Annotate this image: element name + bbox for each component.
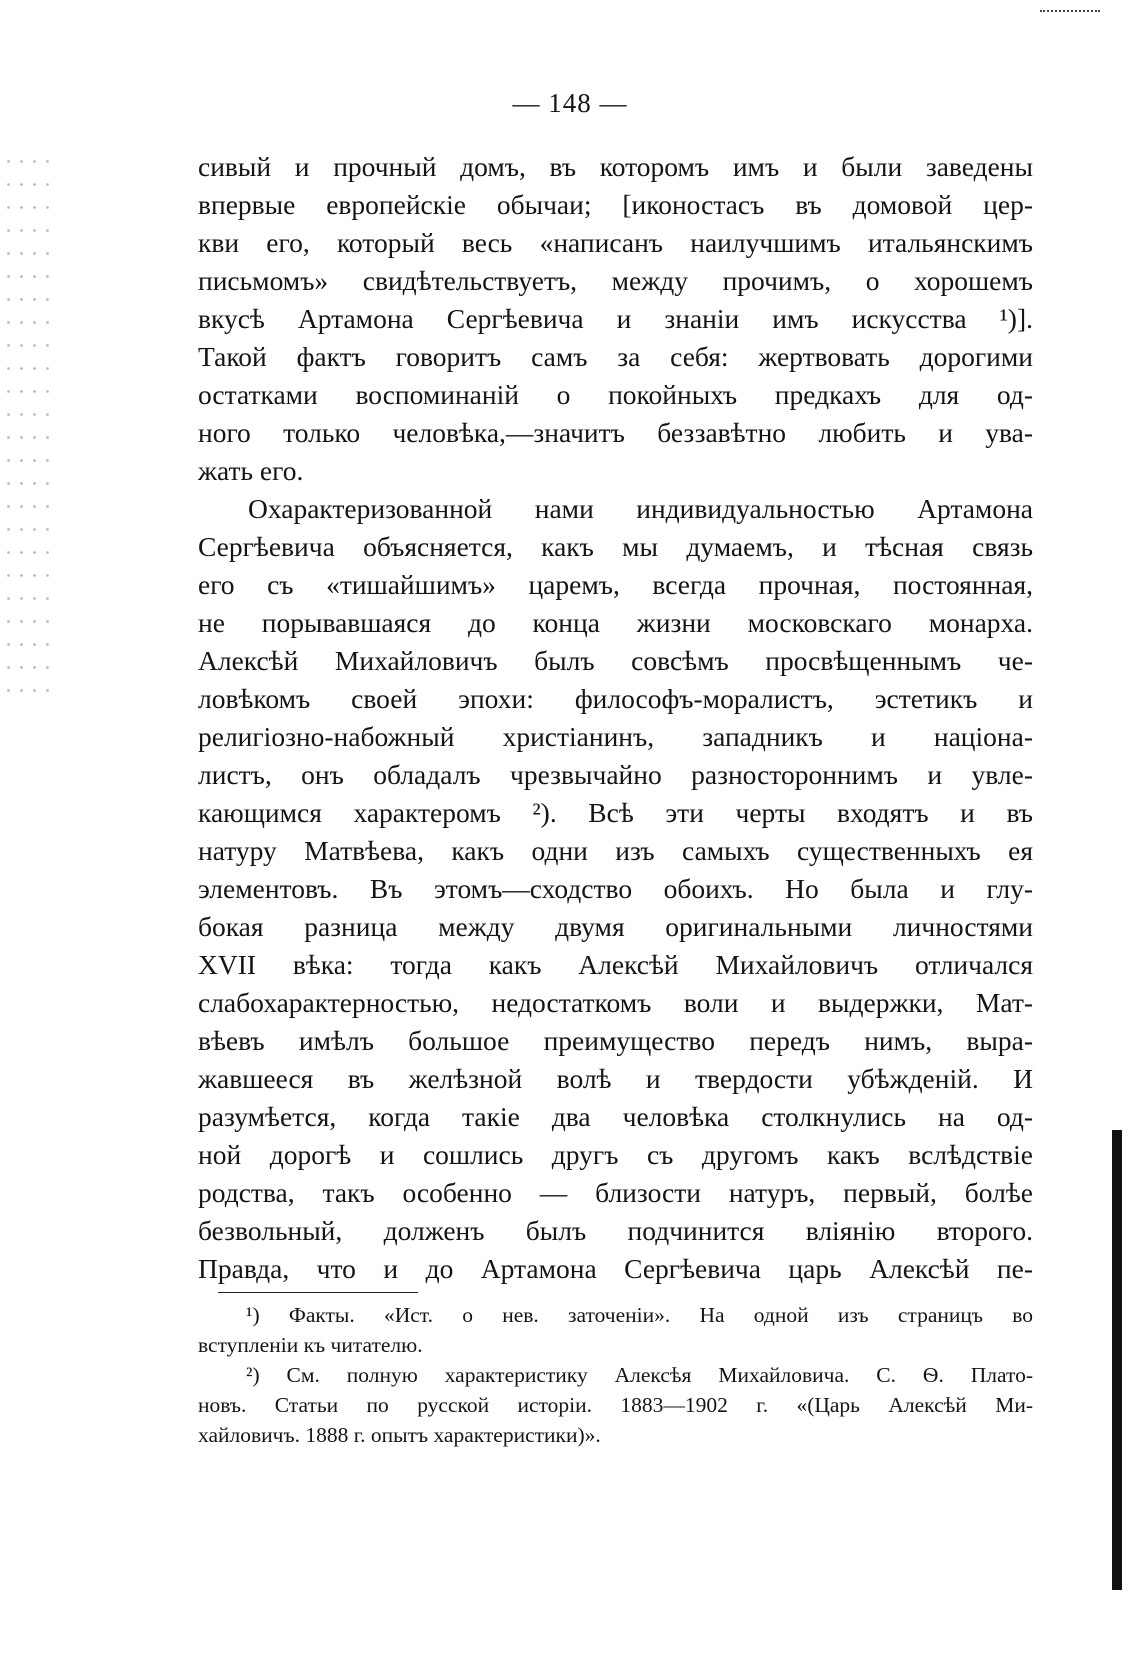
footnote-line: вступленіи къ читателю. bbox=[198, 1333, 423, 1357]
text-line: бокая разница между двумя оригинальными личностями bbox=[198, 911, 1033, 942]
text-line: его съ «тишайшимъ» царемъ, всегда прочная, постоянная, bbox=[198, 569, 1033, 600]
text-line: безвольный, долженъ былъ подчинится вліянію второго. bbox=[198, 1215, 1033, 1246]
text-line: сивый и прочный домъ, въ которомъ имъ и были заведены bbox=[198, 151, 1033, 182]
text-line: Алексѣй Михайловичъ былъ совсѣмъ просвѣщеннымъ че- bbox=[198, 645, 1033, 676]
footnotes bbox=[198, 1300, 1033, 1450]
footnote-line: ²) См. полную характеристику Алексѣя Михайловича. С. Ѳ. Плато- bbox=[246, 1363, 1033, 1387]
footnote-line: хайловичъ. 1888 г. опытъ характеристики)». bbox=[198, 1423, 601, 1447]
footnote-divider bbox=[218, 1292, 418, 1293]
scan-edge-shadow bbox=[1112, 1130, 1122, 1590]
text-line: Сергѣевича объясняется, какъ мы думаемъ, и тѣсная связь bbox=[198, 531, 1033, 562]
text-line: вкусѣ Артамона Сергѣевича и знаніи имъ искусства ¹)]. bbox=[198, 303, 1033, 334]
text-line: кающимся характеромъ ²). Всѣ эти черты входятъ и въ bbox=[198, 797, 1033, 828]
footnote-line: новъ. Статьи по русской исторіи. 1883—1902 г. «(Царь Алексѣй Ми- bbox=[198, 1393, 1033, 1417]
text-line: не порывавшаяся до конца жизни московскаго монарха. bbox=[198, 607, 1033, 638]
text-line: ной дорогѣ и сошлись другъ съ другомъ какъ вслѣдствіе bbox=[198, 1139, 1033, 1170]
text-line: ного только человѣка,—значитъ беззавѣтно любить и ува- bbox=[198, 417, 1033, 448]
text-line: жать его. bbox=[198, 455, 304, 486]
text-line: жавшееся въ желѣзной волѣ и твердости убѣжденій. И bbox=[198, 1063, 1033, 1094]
text-line: листъ, онъ обладалъ чрезвычайно разностороннимъ и увле- bbox=[198, 759, 1033, 790]
text-line: разумѣется, когда такіе два человѣка столкнулись на од- bbox=[198, 1101, 1033, 1132]
body-text bbox=[198, 148, 1033, 1288]
text-line: религіозно-набожный христіанинъ, западникъ и націона- bbox=[198, 721, 1033, 752]
text-line: Охарактеризованной нами индивидуальностью Артамона bbox=[248, 493, 1033, 524]
scan-specks bbox=[2, 150, 52, 710]
text-line: вѣевъ имѣлъ большое преимущество передъ нимъ, выра- bbox=[198, 1025, 1033, 1056]
text-line: слабохарактерностью, недостаткомъ воли и выдержки, Мат- bbox=[198, 987, 1033, 1018]
text-line: натуру Матвѣева, какъ одни изъ самыхъ существенныхъ ея bbox=[198, 835, 1033, 866]
text-line: XVII вѣка: тогда какъ Алексѣй Михайловичъ отличался bbox=[198, 949, 1033, 980]
text-line: впервые европейскіе обычаи; [иконостасъ въ домовой цер- bbox=[198, 189, 1033, 220]
text-line: родства, такъ особенно — близости натуръ, первый, болѣе bbox=[198, 1177, 1033, 1208]
text-line: ловѣкомъ своей эпохи: философъ-моралистъ, эстетикъ и bbox=[198, 683, 1033, 714]
text-line: Такой фактъ говоритъ самъ за себя: жертвовать дорогими bbox=[198, 341, 1033, 372]
text-line: остатками воспоминаній о покойныхъ предкахъ для од- bbox=[198, 379, 1033, 410]
text-line: письмомъ» свидѣтельствуетъ, между прочимъ, о хорошемъ bbox=[198, 265, 1033, 296]
text-line: Правда, что и до Артамона Сергѣевича царь Алексѣй пе- bbox=[198, 1253, 1033, 1284]
text-line: элементовъ. Въ этомъ—сходство обоихъ. Но была и глу- bbox=[198, 873, 1033, 904]
scan-mark bbox=[1040, 10, 1100, 16]
page-number: — 148 — bbox=[512, 88, 628, 118]
footnote-line: ¹) Факты. «Ист. о нев. заточеніи». На одной изъ страницъ во bbox=[246, 1303, 1033, 1327]
text-line: кви его, который весь «написанъ наилучшимъ итальянскимъ bbox=[198, 227, 1033, 258]
